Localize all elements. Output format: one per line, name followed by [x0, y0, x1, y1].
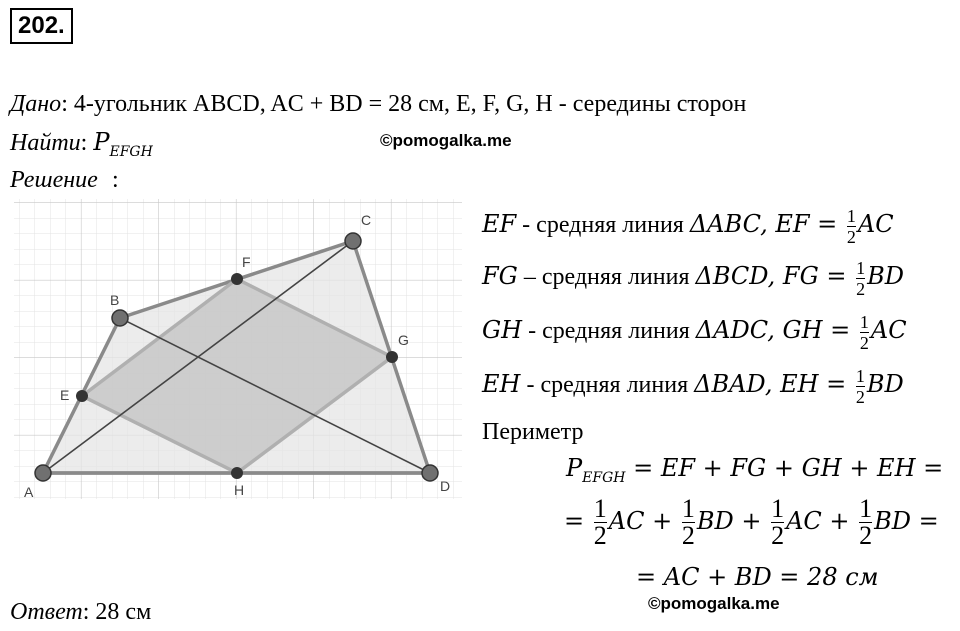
point-f [231, 273, 243, 285]
watermark-bottom: ©pomogalka.me [648, 594, 780, 613]
problem-number: 202. [10, 8, 73, 44]
label-e: E [60, 387, 70, 403]
point-e [76, 390, 88, 402]
point-h [231, 467, 243, 479]
point-c [345, 233, 361, 249]
label-g: G [398, 332, 409, 348]
perimeter-line-2: = $\frac{1}{2}$ AC + $\frac{1}{2}$ BD + $\frac{1}{2}$ AC + $\frac{1}{2}$ BD = [564, 494, 939, 550]
point-d [422, 465, 438, 481]
solution-label: Решение [10, 167, 98, 193]
fraction: $\frac{1}{2}$ [859, 312, 869, 353]
label-d: D [440, 478, 451, 494]
fraction: $\frac{1}{2}$ [846, 206, 856, 247]
answer-line [10, 598, 151, 626]
fraction: $\frac{1}{2}$ [855, 366, 865, 407]
midline-gh: GH - средняя линия ΔADC, GH = $\frac{1}{2}$ AC [482, 312, 907, 353]
label-c: C [361, 212, 372, 228]
midline-ef: EF - средняя линия ΔABC, EF = $\frac{1}{2}$ AC [482, 206, 894, 247]
quadrilateral-figure [0, 195, 470, 505]
midline-fg: FG – средняя линия ΔBCD, FG = $\frac{1}{2}$ BD [482, 258, 905, 299]
find-line: Найти: $P_{EFGH}$ [10, 128, 153, 160]
label-b: B [110, 292, 120, 308]
point-b [112, 310, 128, 326]
label-f: F [242, 254, 251, 270]
perimeter-line-3: = AC + BD = 28 см [636, 563, 879, 591]
answer-label: Ответ [10, 599, 83, 625]
find-p: P [93, 128, 110, 156]
find-label: Найти [10, 130, 81, 156]
label-h: H [234, 482, 245, 498]
find-sub: EFGH [109, 144, 153, 160]
perimeter-label: Периметр [482, 419, 584, 445]
label-a: A [24, 484, 34, 500]
given-line: Дано: 4-угольник ABCD, AC + BD = 28 см, E, F, G, H - середины сторон [10, 91, 747, 117]
midline-eh: EH - средняя линия ΔBAD, EH = $\frac{1}{2}$ BD [482, 366, 904, 407]
given-label: Дано [10, 91, 62, 117]
fraction: $\frac{1}{2}$ [856, 258, 866, 299]
answer-text: : 28 см [82, 599, 152, 625]
perimeter-line-1: $P_{EFGH}$ = EF + FG + GH + EH = [566, 454, 944, 486]
given-text: 4-угольник ABCD, AC + BD = 28 см, E, F, G, H - середины сторон [73, 91, 747, 117]
watermark-top: ©pomogalka.me [380, 131, 512, 150]
point-a [35, 465, 51, 481]
point-g [386, 351, 398, 363]
